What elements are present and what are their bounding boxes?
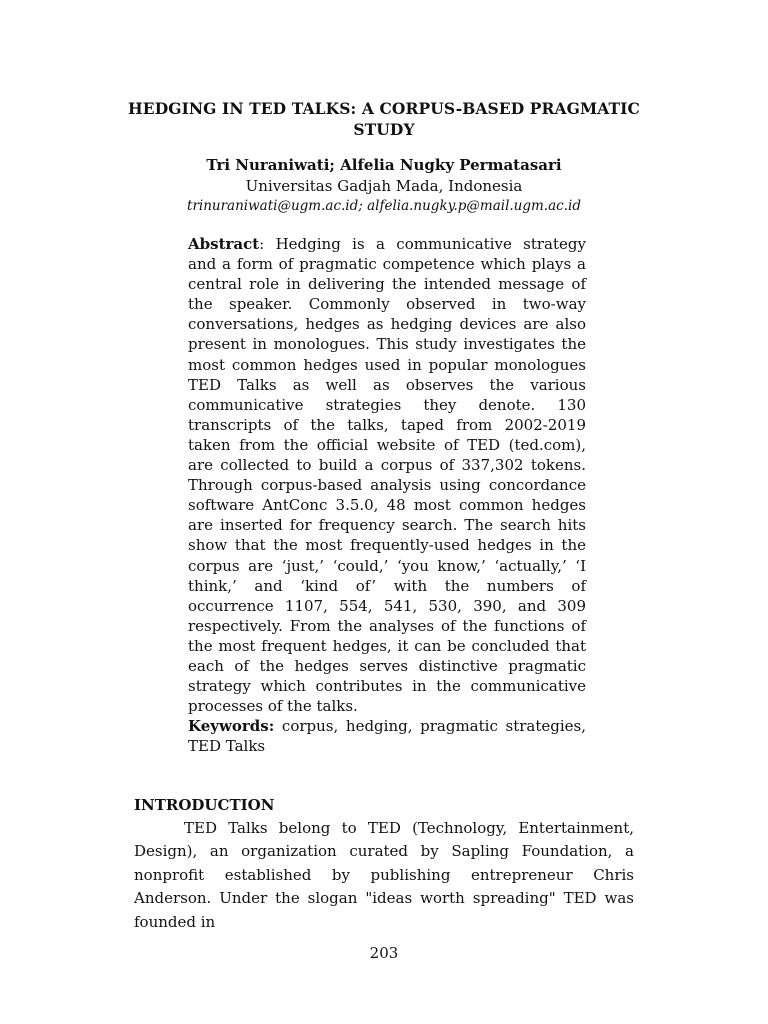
abstract-label: Abstract: [188, 235, 260, 253]
keywords-text: corpus, hedging, pragmatic strategies, TED Talks: [188, 717, 586, 756]
author-affiliation: Universitas Gadjah Mada, Indonesia: [245, 177, 523, 195]
page-number: 203: [369, 944, 399, 962]
paper-title: HEDGING IN TED TALKS: A CORPUS-BASED PRAGMATIC STUDY: [128, 99, 640, 139]
keywords-paragraph: [188, 716, 586, 756]
introduction-paragraph: TED Talks belong to TED (Technology, Entertainment, Design), an organization curated by Sapling Foundation, a nonprofit established by publishing entrepreneur Chris Anderson. Under the slogan "ideas worth spreading" TED was founded in: [134, 819, 634, 931]
keywords-label: Keywords:: [188, 717, 275, 735]
abstract-paragraph: [188, 234, 586, 716]
introduction-heading: INTRODUCTION: [134, 796, 275, 814]
author-emails: trinuraniwati@ugm.ac.id; alfelia.nugky.p@mail.ugm.ac.id: [187, 198, 581, 214]
author-names: Tri Nuraniwati; Alfelia Nugky Permatasari: [206, 156, 562, 174]
abstract-text: : Hedging is a communicative strategy and a form of pragmatic competence which plays a central role in delivering the intended message of the speaker. Commonly observed in two-way conversations, hedges as hedging devices are also present in monologues. This study investigates the most common hedges used in popular monologues TED Talks as well as observes the various communicative strategies they denote. 130 transcripts of the talks, taped from 2002-2019 taken from the official website of TED (ted.com), are collected to build a corpus of 337,302 tokens. Through corpus-based analysis using concordance software AntConc 3.5.0, 48 most common hedges are inserted for frequency search. The search hits show that the most frequently-used hedges in the corpus are ‘just,’ ‘could,’ ‘you know,’ ‘actually,’ ‘I think,’ and ‘kind of’ with the numbers of occurrence 1107, 554, 541, 530, 390, and 309 respectively. From the analyses of the functions of the most frequent hedges, it can be concluded that each of the hedges serves distinctive pragmatic strategy which contributes in the communicative processes of the talks.: [188, 235, 586, 716]
